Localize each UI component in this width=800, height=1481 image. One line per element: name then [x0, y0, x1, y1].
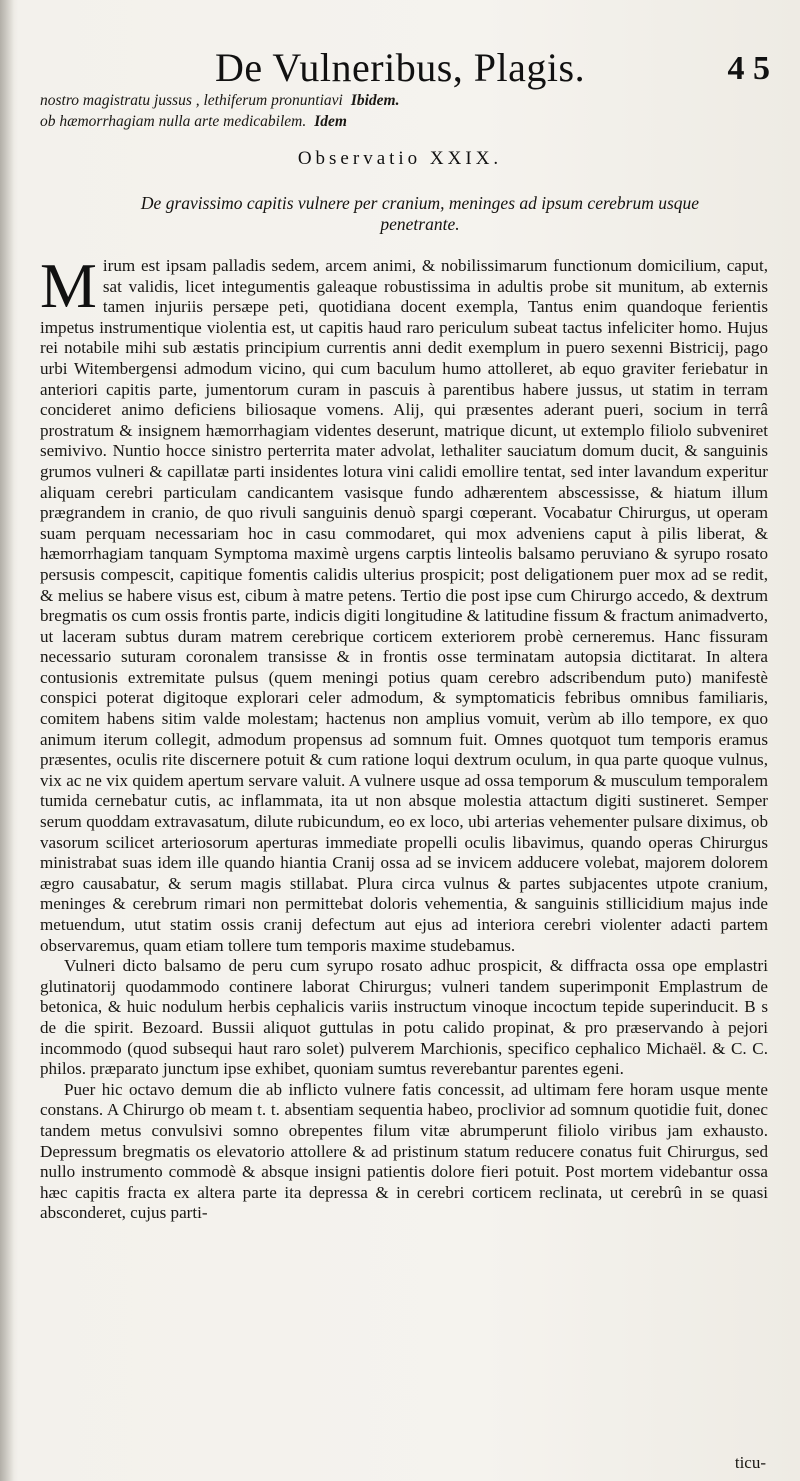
note-text: ob hæmorrhagiam nulla arte medicabilem.: [40, 113, 307, 130]
paragraph-text: irum est ipsam palladis sedem, arcem animi, & nobilissimarum functionum domicilium, caput, sat validis, licet integumentis galeaque robustissima in adultis probe sit munitum, ab externis tamen injuriis persæpe peti, quotidiana docent exempla, Tantus enim quandoque ferientis impetus instrumentique violentia est, ut capitis haud raro periculum subeat tactus infeliciter homo. Hujus rei notabile mihi sub æstatis principium currentis anni dedit exemplum in puero sexenni Bistricij, pago urbi Witembergensi admodum vicino, qui cum baculum humo attolleret, ab equo graviter feriebatur in anteriori capitis parte, jumentorum curam in pascuis à parentibus habere jussus, ut statim in terram concideret animo deficiens biliosaque vomens. Alij, qui præsentes aderant pueri, socium in terrâ prostratum & insignem hæmorrhagiam videntes deserunt, matrique dicunt, ut extemplo filiolo subveniret semivivo. Nuntio hocce sinistro perterrita mater advolat, lethaliter sauciatum domum ducit, & sanguinis grumos vulneri & capillatæ parti insidentes lotura vini calidi emollire tentat, sed inter lavandum experitur aliquam cerebri particulam candicantem vasisque fundo adhærentem abscessisse, & hiatum illum prægrandem in cranio, de quo rivuli sanguinis denuò spargi cœperant. Vocabatur Chirurgus, ut operam suam perquam necessariam hoc in casu commodaret, qui mox adveniens caput à pilis liberat, & hæmorrhagiam tanquam Symptoma maximè urgens carptis linteolis balsamo peruviano & syrupo rosato persusis compescit, capitique fomentis calidis ulterius prospicit; post deligationem puer mox ad se redit, & melius se habere visus est, cibum à matre petens. Tertio die post ipse cum Chirurgo accedo, & dextrum bregmatis os cum ossis frontis parte, indicis digiti longitudine & latitudine fissum & fractum animadverto, ut laceram subtus duram matrem cerebrique corticem exteriorem probè cerneremus. Hanc fissuram necessario suturam coronalem transisse & in frontis osse terminatam autopsia dictitarat. In altera contusionis extremitate pulsus (quem meningi potius quam cerebro adscribendum puto) manifestè conspici poterat digitoque explorari celer admodum, & symptomaticis febribus omnibus familiaris, comitem habens sitim valde molestam; hactenus non amplius vomuit, verùm ab illo tempore, ex quo animum iterum collegit, admodum propensus ad somnum fuit. Omnes quotquot tum temporis eramus præsentes, oculis rite discernere potuit & cum ratione loqui dextrum oculum, in qua parte quoque vulnus, vix ac ne vix quidem apertum servare valuit. A vulnere usque ad ossa temporum & musculum temporalem tumida cernebatur cutis, ac inflammata, ita ut non absque molestia attactum digiti sustineret. Semper serum quoddam extravasatum, dilute rubicundum, eo ex loco, ubi arterias vehementer pulsare diximus, ob vasorum scilicet arteriosorum aperturas immediate propelli oculis libavimus, quando operas Chirurgus ministrabat suas idem ille quando hiantia Cranij ossa ad se invicem adducere volebat, majorem dolorem ægro causabatur, & serum magis stillabat. Plura circa vulnus & partes subjacentes utpote cranium, meninges & cerebrum rimari non permittebat doloris vehementia, & sanguinis stillicidium majus inde metuendum, utut statim ossis cranij defectum aut ejus ad interiora cerebri violenter adacti partem observaremus, quam etiam tollere tum temporis maxime studebamus.: [40, 256, 768, 955]
paragraph: Vulneri dicto balsamo de peru cum syrupo rosato adhuc prospicit, & diffracta ossa ope emplastri glutinatorij quodammodo continere laborat Chirurgus; vulneri tandem superimponit Emplastrum de betonica, & huic nodulum herbis cephalicis variis instructum vinoque incoctum tepide superinducit. B s de die spirit. Bezoard. Bussii aliquot guttulas in potu calido propinat, & pro præservando à pejori incommodo (quod subsequi haut raro solet) pulverem Marchionis, specifico cephalico Michaël. & C. C. philos. præparato junctum ipse exhibet, quoniam sumtus reverebantur parentes egeni.: [40, 956, 768, 1079]
page-number: 4 5: [727, 50, 770, 87]
drop-cap: M: [40, 250, 97, 321]
note-reference: Ibidem.: [350, 92, 400, 109]
running-title: De Vulneribus, Plagis.: [215, 45, 586, 90]
preceding-note-line: [40, 113, 347, 131]
preceding-note-line: [40, 92, 400, 110]
spine-shadow: [0, 0, 14, 1481]
note-text: nostro magistratu jussus , lethiferum pronuntiavi: [40, 92, 343, 109]
paragraph: Puer hic octavo demum die ab inflicto vulnere fatis concessit, ad ultimam fere horam usque mente constans. A Chirurgo ob meam t. t. absentiam sequentia habeo, proclivior ad somnum quotidie fuit, donec tandem metus convulsivi somno obrepentes filum vitæ abrumperunt filiolo viribus jam exhausto. Depressum bregmatis os elevatorio attollere & ad pristinum statum reducere conatus fuit Chirurgus, sed nullo instrumento commodè & absque insigni patientis dolore fieri potuit. Post mortem videbantur ossa hæc capitis fracta ex altera parte ita depressa & in cerebri corticem reclinata, ut cerebrû in se quasi absconderet, cujus parti-: [40, 1079, 768, 1223]
page-header: [0, 44, 800, 94]
observation-subtitle: De gravissimo capitis vulnere per cranium, meninges ad ipsum cerebrum usque penetrante.: [140, 193, 700, 234]
note-reference: Idem: [314, 113, 347, 130]
paragraph: [40, 250, 768, 956]
observation-heading: Observatio XXIX.: [297, 148, 503, 169]
catchword: ticu-: [734, 1453, 766, 1472]
body-text: [40, 250, 768, 1224]
